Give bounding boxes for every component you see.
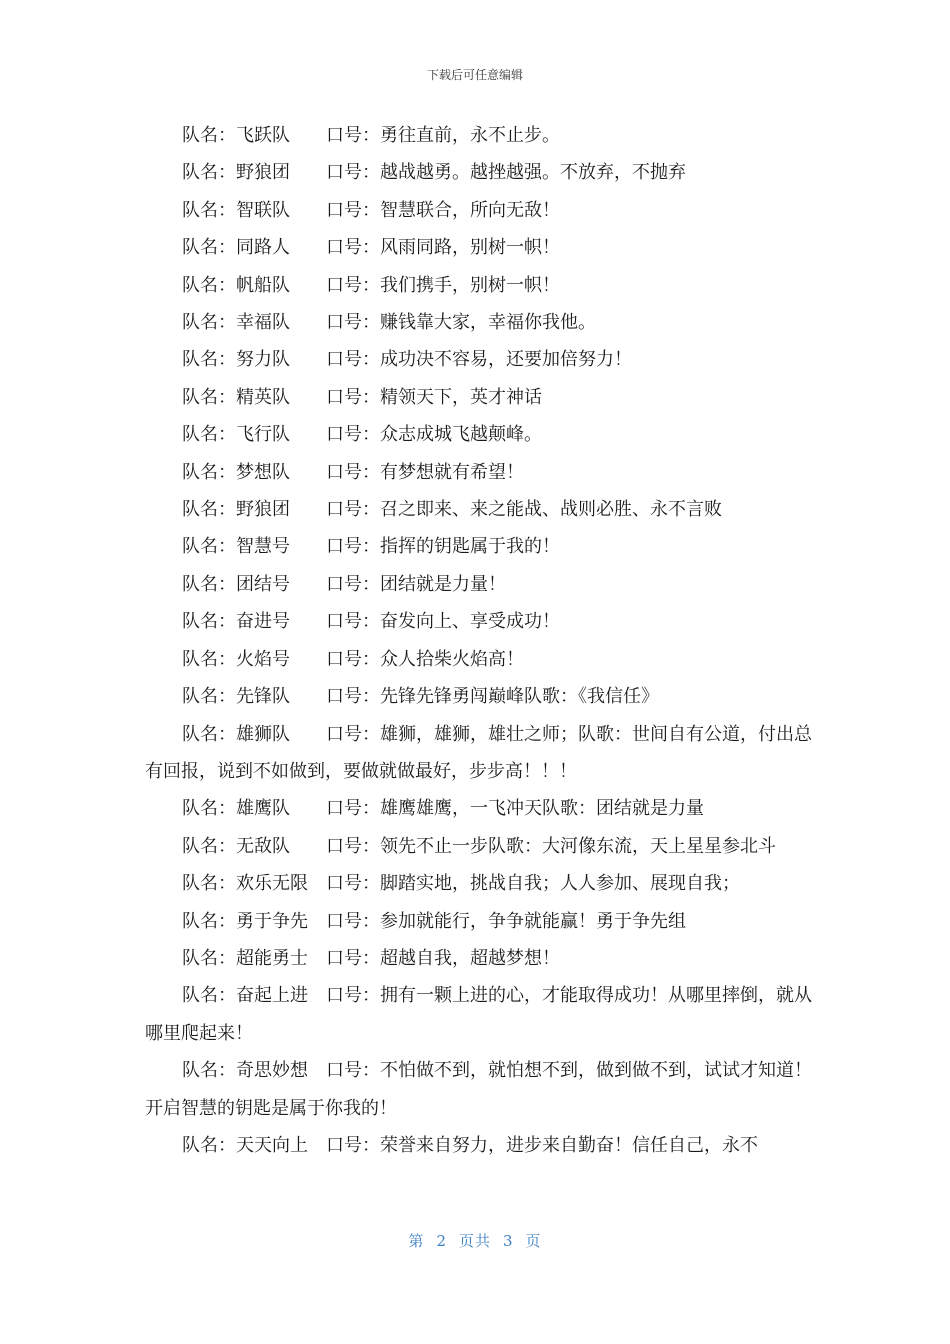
- team-entry: 队名：火焰号 口号：众人拾柴火焰高！: [182, 648, 524, 670]
- page-suffix: 页: [525, 1232, 542, 1250]
- page-header: 下载后可任意编辑: [426, 68, 523, 82]
- document-body: [145, 117, 813, 1164]
- team-entry: 队名：智慧号 口号：指挥的钥匙属于我的！: [182, 536, 560, 558]
- team-entry: 队名：努力队 口号：成功决不容易，还要加倍努力！: [182, 349, 632, 371]
- team-entry: 队名：奇思妙想 口号：不怕做不到，就怕想不到，做到做不到，试试才知道！开启智慧的钥匙是属于你我的！: [145, 1060, 812, 1119]
- team-entry: 队名：飞跃队 口号：勇往直前，永不止步。: [182, 125, 560, 146]
- team-entry: 队名：野狼团 口号：召之即来、来之能战、战则必胜、永不言败: [182, 499, 722, 521]
- team-entry: 队名：团结号 口号：团结就是力量！: [182, 573, 506, 595]
- team-entry: 队名：超能勇士 口号：超越自我，超越梦想！: [182, 947, 560, 969]
- team-entry: 队名：精英队 口号：精领天下，英才神话: [182, 386, 542, 408]
- team-entry: 队名：智联队 口号：智慧联合，所向无敌！: [182, 199, 560, 221]
- team-entry: 队名：奋进号 口号：奋发向上、享受成功！: [182, 611, 560, 633]
- team-entry: 队名：欢乐无限 口号：脚踏实地，挑战自我；人人参加、展现自我；: [182, 873, 740, 895]
- team-entry: 队名：帆船队 口号：我们携手，别树一帜！: [182, 274, 560, 296]
- page-current: 2: [436, 1232, 447, 1250]
- page-number: [0, 1230, 950, 1251]
- team-entry: 队名：雄狮队 口号：雄狮，雄狮，雄壮之师；队歌：世间自有公道，付出总有回报，说到不如做到，要做就做最好，步步高！！！: [145, 723, 812, 782]
- team-entry: 队名：勇于争先 口号：参加就能行，争争就能赢！勇于争先组: [182, 910, 686, 932]
- team-entry: 队名：无敌队 口号：领先不止一步队歌：大河像东流，天上星星参北斗: [182, 835, 776, 857]
- team-entry: 队名：幸福队 口号：赚钱靠大家，幸福你我他。: [182, 312, 596, 334]
- team-entry: 队名：梦想队 口号：有梦想就有希望！: [182, 461, 524, 483]
- team-entry: 队名：奋起上进 口号：拥有一颗上进的心，才能取得成功！从哪里摔倒，就从哪里爬起来！: [145, 985, 812, 1044]
- page-middle: 页共: [458, 1232, 491, 1250]
- team-entry: 队名：先锋队 口号：先锋先锋勇闯巅峰队歌：《我信任》: [182, 686, 659, 708]
- team-entry: 队名：飞行队 口号：众志成城飞越颠峰。: [182, 424, 542, 446]
- team-entry: 队名：野狼团 口号：越战越勇。越挫越强。不放弃，不抛弃: [182, 162, 686, 184]
- team-entry: 队名：天天向上 口号：荣誉来自努力，进步来自勤奋！信任自己，永不: [182, 1134, 758, 1156]
- page-prefix: 第: [408, 1232, 425, 1250]
- page-total: 3: [503, 1232, 514, 1250]
- team-entry: 队名：同路人 口号：风雨同路，别树一帜！: [182, 237, 560, 259]
- team-entry: 队名：雄鹰队 口号：雄鹰雄鹰，一飞冲天队歌：团结就是力量: [182, 798, 704, 820]
